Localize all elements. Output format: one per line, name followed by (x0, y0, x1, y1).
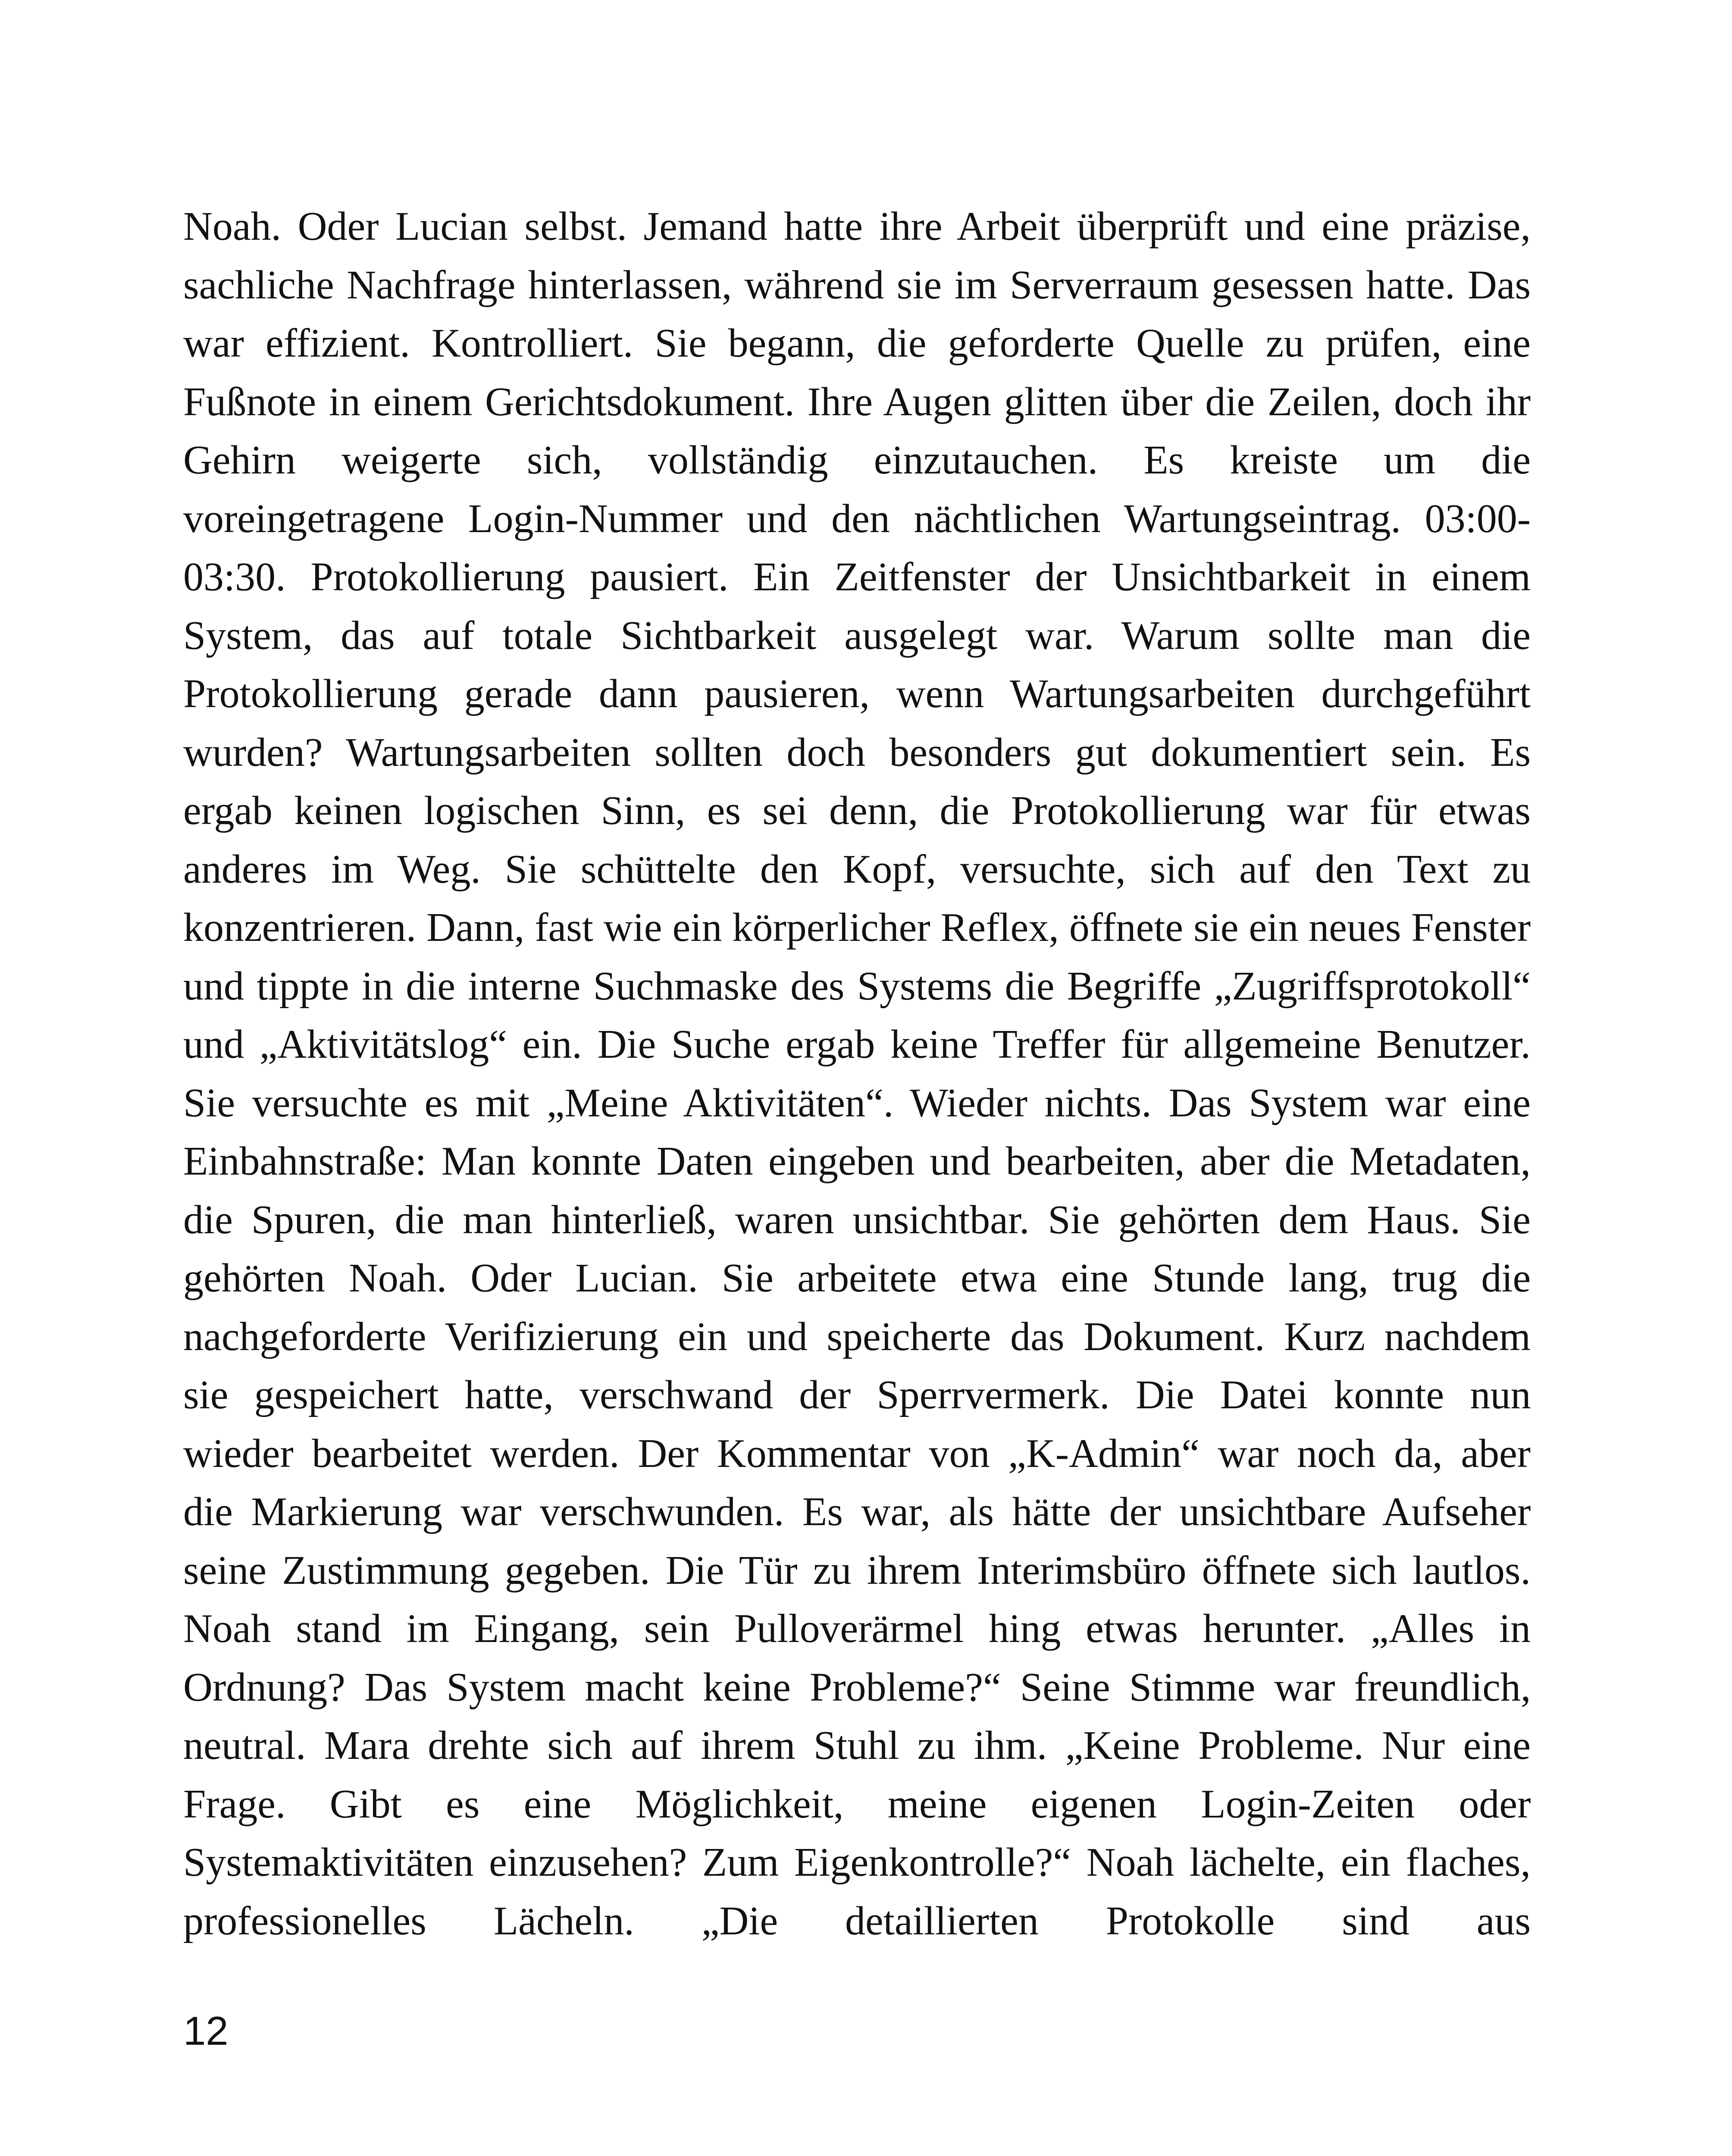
text-line: Sie versuchte es mit „Meine Aktivitäten“. Wieder nichts. Das System war eine (183, 1080, 1531, 1125)
text-line: war effizient. Kontrolliert. Sie begann, die geforderte Quelle zu prüfen, eine (183, 321, 1531, 366)
text-line: Noah. Oder Lucian selbst. Jemand hatte ihre Arbeit überprüft und eine präzise, (183, 204, 1531, 249)
text-line: Protokollierung gerade dann pausieren, wenn Wartungsarbeiten durchgeführt (183, 671, 1531, 716)
text-line: Systemaktivitäten einzusehen? Zum Eigenkontrolle?“ Noah lächelte, ein flaches, (183, 1840, 1531, 1885)
text-line: Frage. Gibt es eine Möglichkeit, meine eigenen Login-Zeiten oder (183, 1781, 1531, 1827)
text-line: professionelles Lächeln. „Die detaillierten Protokolle sind aus (183, 1898, 1531, 1943)
text-line: die Spuren, die man hinterließ, waren unsichtbar. Sie gehörten dem Haus. Sie (183, 1197, 1531, 1242)
page-number: 12 (183, 2008, 229, 2053)
text-line: Noah stand im Eingang, sein Pulloverärmel hing etwas herunter. „Alles in (183, 1606, 1531, 1651)
text-line: seine Zustimmung gegeben. Die Tür zu ihrem Interimsbüro öffnete sich lautlos. (183, 1548, 1531, 1593)
text-line: 03:30. Protokollierung pausiert. Ein Zeitfenster der Unsichtbarkeit in einem (183, 555, 1531, 599)
text-line: Ordnung? Das System macht keine Probleme?“ Seine Stimme war freundlich, (183, 1664, 1531, 1710)
text-line: neutral. Mara drehte sich auf ihrem Stuhl zu ihm. „Keine Probleme. Nur eine (183, 1723, 1531, 1768)
text-line: sachliche Nachfrage hinterlassen, während sie im Serverraum gesessen hatte. Das (183, 262, 1531, 307)
text-line: konzentrieren. Dann, fast wie ein körperlicher Reflex, öffnete sie ein neues Fenster (183, 905, 1531, 950)
text-line: voreingetragene Login-Nummer und den nächtlichen Wartungseintrag. 03:00- (183, 496, 1531, 541)
text-line: wieder bearbeitet werden. Der Kommentar von „K-Admin“ war noch da, aber (183, 1431, 1531, 1476)
text-line: ergab keinen logischen Sinn, es sei denn, die Protokollierung war für etwas (183, 788, 1531, 833)
text-line: die Markierung war verschwunden. Es war, als hätte der unsichtbare Aufseher (183, 1489, 1531, 1534)
text-line: anderes im Weg. Sie schüttelte den Kopf, versuchte, sich auf den Text zu (183, 846, 1531, 892)
text-line: sie gespeichert hatte, verschwand der Sperrvermerk. Die Datei konnte nun (183, 1373, 1531, 1417)
text-line: Gehirn weigerte sich, vollständig einzutauchen. Es kreiste um die (183, 438, 1531, 483)
text-line: gehörten Noah. Oder Lucian. Sie arbeitete etwa eine Stunde lang, trug die (183, 1256, 1531, 1300)
text-line: System, das auf totale Sichtbarkeit ausgelegt war. Warum sollte man die (183, 613, 1531, 658)
text-line: nachgeforderte Verifizierung ein und speicherte das Dokument. Kurz nachdem (183, 1314, 1531, 1359)
text-line: Einbahnstraße: Man konnte Daten eingeben und bearbeiten, aber die Metadaten, (183, 1139, 1531, 1184)
text-line: wurden? Wartungsarbeiten sollten doch besonders gut dokumentiert sein. Es (183, 730, 1531, 775)
body-text (183, 197, 1531, 1950)
text-line: Fußnote in einem Gerichtsdokument. Ihre Augen glitten über die Zeilen, doch ihr (183, 379, 1531, 424)
text-line: und „Aktivitätslog“ ein. Die Suche ergab keine Treffer für allgemeine Benutzer. (183, 1022, 1531, 1067)
text-line: und tippte in die interne Suchmaske des Systems die Begriffe „Zugriffsprotokoll“ (183, 963, 1531, 1009)
